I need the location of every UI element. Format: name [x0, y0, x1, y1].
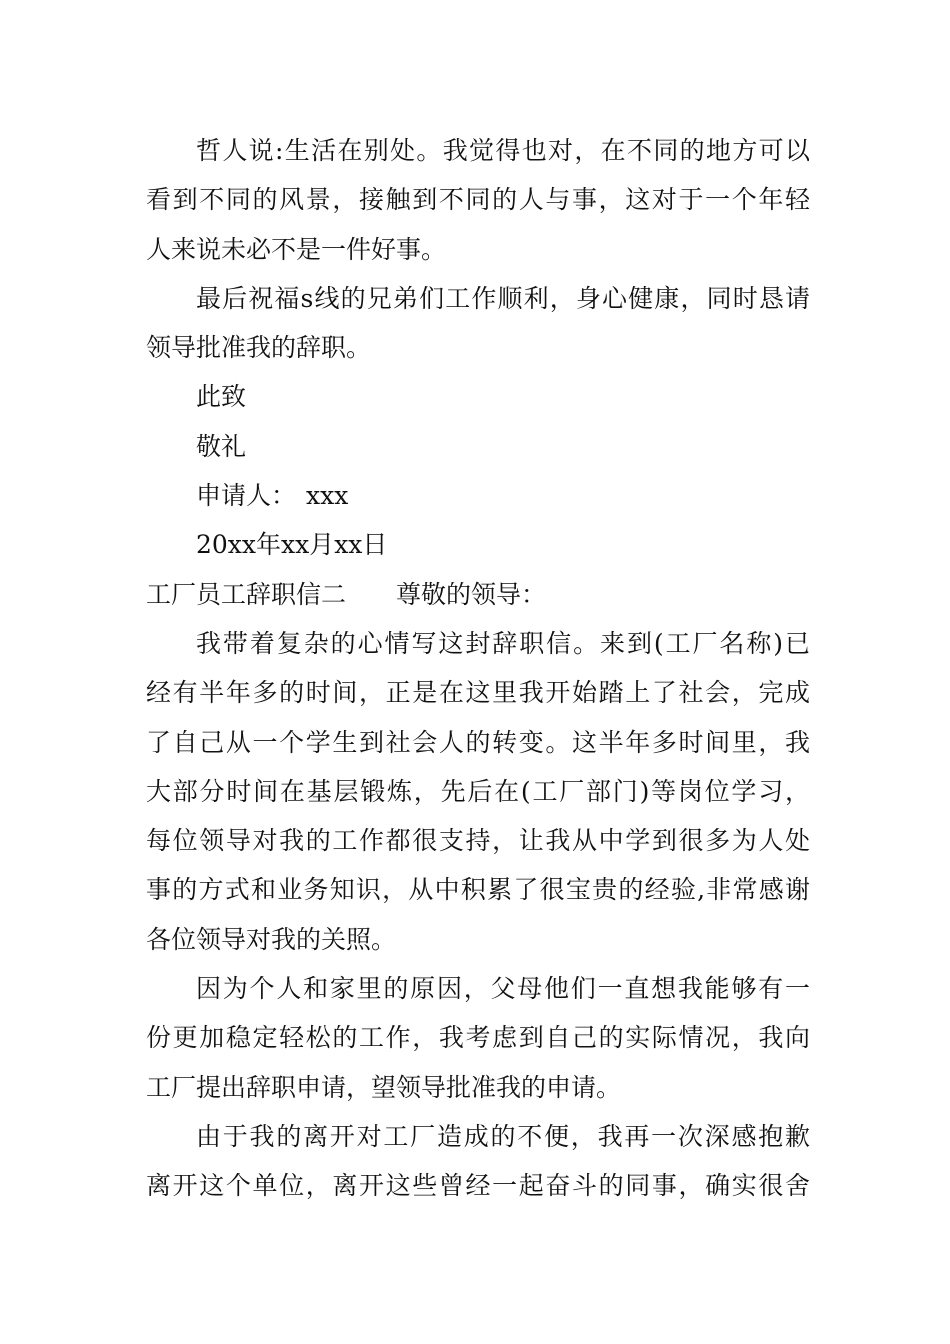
text-line: 我带着复杂的心情写这封辞职信。来到(工厂名称)已	[196, 628, 810, 658]
text-line: 由于我的离开对工厂造成的不便，我再一次深感抱歉	[196, 1121, 810, 1151]
text-line: 各位领导对我的关照。	[146, 924, 397, 954]
text-line: 看到不同的风景，接触到不同的人与事，这对于一个年轻	[146, 185, 810, 215]
text-line: 因为个人和家里的原因，父母他们一直想我能够有一	[196, 974, 810, 1004]
text-line: 经有半年多的时间，正是在这里我开始踏上了社会，完成	[146, 678, 810, 708]
applicant-label: 申请人：	[196, 481, 297, 511]
text-line: 了自己从一个学生到社会人的转变。这半年多时间里，我	[146, 727, 810, 757]
text-line: 事的方式和业务知识，从中积累了很宝贵的经验,非常感谢	[146, 875, 810, 905]
section-heading	[146, 570, 810, 619]
text-line: 工厂提出辞职申请，望领导批准我的申请。	[146, 1072, 622, 1102]
closing-jingli: 敬礼	[196, 431, 247, 461]
text-line: 领导批准我的辞职。	[146, 333, 372, 363]
text-line: 人来说未必不是一件好事。	[146, 234, 447, 264]
applicant-name: xxx	[306, 481, 349, 511]
section-title: 工厂员工辞职信二	[146, 579, 347, 609]
applicant-line	[146, 471, 810, 520]
salutation: 尊敬的领导：	[396, 579, 547, 609]
text-line: 哲人说:生活在别处。我觉得也对，在不同的地方可以	[196, 136, 810, 165]
text-line: 离开这个单位，离开这些曾经一起奋斗的同事，确实很舍	[146, 1171, 810, 1201]
text-line: 份更加稳定轻松的工作，我考虑到自己的实际情况，我向	[146, 1023, 810, 1053]
text-line: 每位领导对我的工作都很支持，让我从中学到很多为人处	[146, 826, 810, 856]
document-page	[146, 126, 810, 1211]
closing-cizhi: 此致	[196, 382, 247, 412]
text-line: 最后祝福s线的兄弟们工作顺利，身心健康，同时恳请	[196, 283, 810, 313]
text-line: 大部分时间在基层锻炼，先后在(工厂部门)等岗位学习，	[146, 776, 810, 806]
date-line: 20xx年xx月xx日	[196, 530, 388, 560]
